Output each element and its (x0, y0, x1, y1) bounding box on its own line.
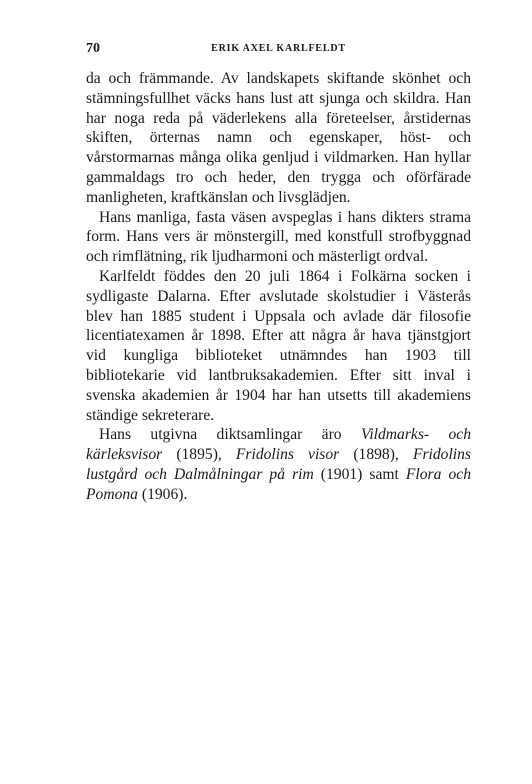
publication-year-1895: (1895), (162, 446, 236, 464)
publication-year-1901: (1901) samt (313, 465, 406, 483)
book-title-fridolins-visor: Fridolins visor (235, 446, 340, 464)
book-title-fridolins-lustgard: Fridolins lustgård och Dalmålningar på rim (86, 446, 471, 483)
paragraph-3: Karlfeldt föddes den 20 juli 1864 i Folkärna socken i sydligaste Dalarna. Efter avslutade skolstudier i Västerås blev han 1885 student i Uppsala och avlade där filosofie licentiatexamen år 1898. Efter att några år hava tjänstgjort vid kungliga biblioteket utnämndes han 1903 till bibliotekarie vid lantbruksakademien. Efter sitt inval i svenska akademien år 1904 har han utsetts till akademiens ständige sekreterare. (86, 267, 471, 424)
running-head (86, 41, 471, 59)
paragraph-2: Hans manliga, fasta väsen avspeglas i hans dikters strama form. Hans vers är mönstergill, med konstfull strofbyggnad och rimflätning, rik ljudharmoni och mästerligt ordval. (86, 208, 471, 266)
publication-year-1898: (1898), (339, 446, 413, 464)
paragraph-1: da och främmande. Av landskapets skiftande skönhet och stämningsfullhet väcks hans lust att sjunga och skildra. Han har noga reda på väderlekens alla företeelser, årstidernas skiften, örternas namn och egenskaper, höst- och vårstormarnas många olika genljud i vildmarken. Han hyllar gammaldags tro och heder, den trygga och oförfärade manligheten, kraftkänslan och livsglädjen. (86, 70, 471, 206)
body-text (86, 69, 471, 505)
running-title: ERIK AXEL KARLFELDT (211, 43, 346, 54)
paragraph-4-intro: Hans utgivna diktsamlingar äro (99, 426, 361, 444)
publication-year-1906: (1906). (137, 485, 188, 503)
paragraph-4 (86, 425, 471, 504)
page-number: 70 (86, 41, 100, 56)
book-title-flora-och-pomona: Flora och Pomona (86, 465, 471, 503)
book-title-vildmarks-och-karleksvisor: Vildmarks- och kärleksvisor (86, 426, 471, 464)
